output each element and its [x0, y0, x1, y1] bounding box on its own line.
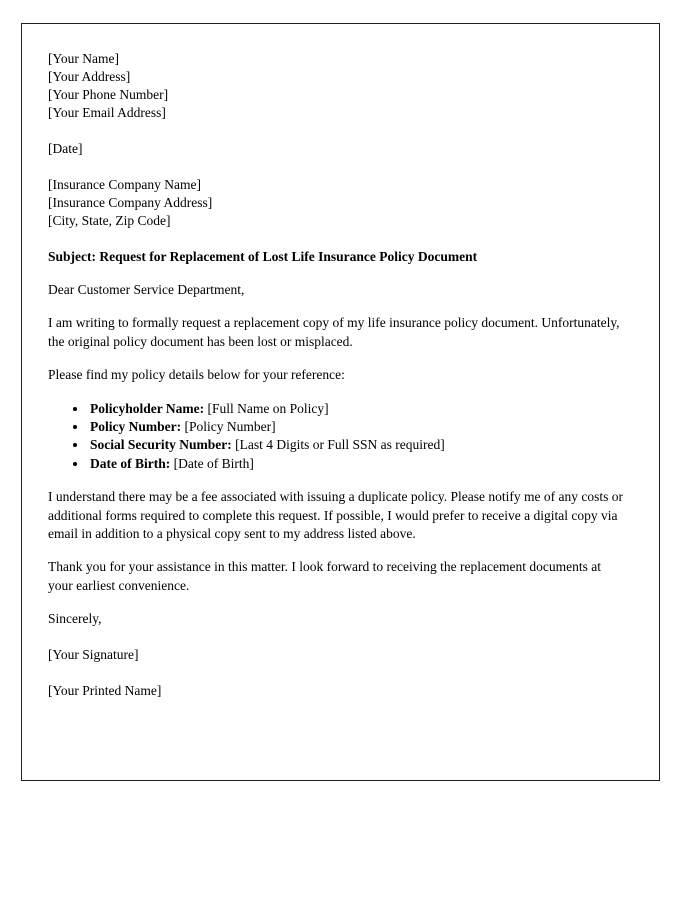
spacer [48, 595, 629, 610]
paragraph-details-lead: Please find my policy details below for your reference: [48, 367, 345, 383]
paragraph-thanks: Thank you for your assistance in this matter. I look forward to receiving the replacement documents at your earliest convenience. [48, 559, 601, 593]
letter-page [21, 23, 660, 781]
printed-name-placeholder: [Your Printed Name] [48, 683, 162, 699]
list-item [88, 436, 629, 454]
list-item [88, 455, 629, 473]
recipient-city-state-zip: [City, State, Zip Code] [48, 213, 171, 228]
list-item [88, 418, 629, 436]
sender-name: [Your Name] [48, 51, 119, 66]
detail-label: Social Security Number: [90, 437, 232, 453]
paragraph-intro: I am writing to formally request a replacement copy of my life insurance policy document. Unfortunately, the original policy document has been lost or misplaced. [48, 315, 620, 349]
sender-address-block [48, 50, 629, 122]
list-item [88, 400, 629, 418]
spacer [48, 385, 629, 400]
spacer [48, 230, 629, 248]
sender-email: [Your Email Address] [48, 105, 166, 120]
sender-phone: [Your Phone Number] [48, 87, 169, 102]
detail-label: Policyholder Name: [90, 400, 205, 416]
spacer [48, 122, 629, 140]
detail-label: Policy Number: [90, 419, 182, 435]
policy-details-list [48, 400, 629, 474]
paragraph-fee-notice: I understand there may be a fee associated with issuing a duplicate policy. Please notify me of any costs or additional forms required to complete this request. If possible, I would prefer to receive a digital copy via email in addition to a physical copy sent to my address listed above. [48, 489, 623, 542]
spacer [48, 266, 629, 281]
detail-label: Date of Birth: [90, 455, 171, 471]
spacer [48, 543, 629, 558]
date-line: [Date] [48, 141, 83, 156]
subject-line: Subject: Request for Replacement of Lost Life Insurance Policy Document [48, 249, 478, 264]
spacer [48, 664, 629, 682]
sender-address: [Your Address] [48, 69, 131, 84]
salutation: Dear Customer Service Department, [48, 282, 245, 297]
spacer [48, 473, 629, 488]
recipient-address-block [48, 176, 629, 230]
detail-value: [Policy Number] [184, 419, 276, 435]
date-block [48, 140, 629, 158]
signature-placeholder: [Your Signature] [48, 647, 139, 663]
spacer [48, 628, 629, 646]
recipient-company-name: [Insurance Company Name] [48, 177, 201, 192]
spacer [48, 158, 629, 176]
letter-body [22, 24, 659, 700]
recipient-company-address: [Insurance Company Address] [48, 195, 213, 210]
detail-value: [Date of Birth] [173, 455, 254, 471]
spacer [48, 299, 629, 314]
spacer [48, 351, 629, 366]
closing-salutation: Sincerely, [48, 611, 102, 627]
detail-value: [Last 4 Digits or Full SSN as required] [235, 437, 445, 453]
detail-value: [Full Name on Policy] [207, 400, 329, 416]
